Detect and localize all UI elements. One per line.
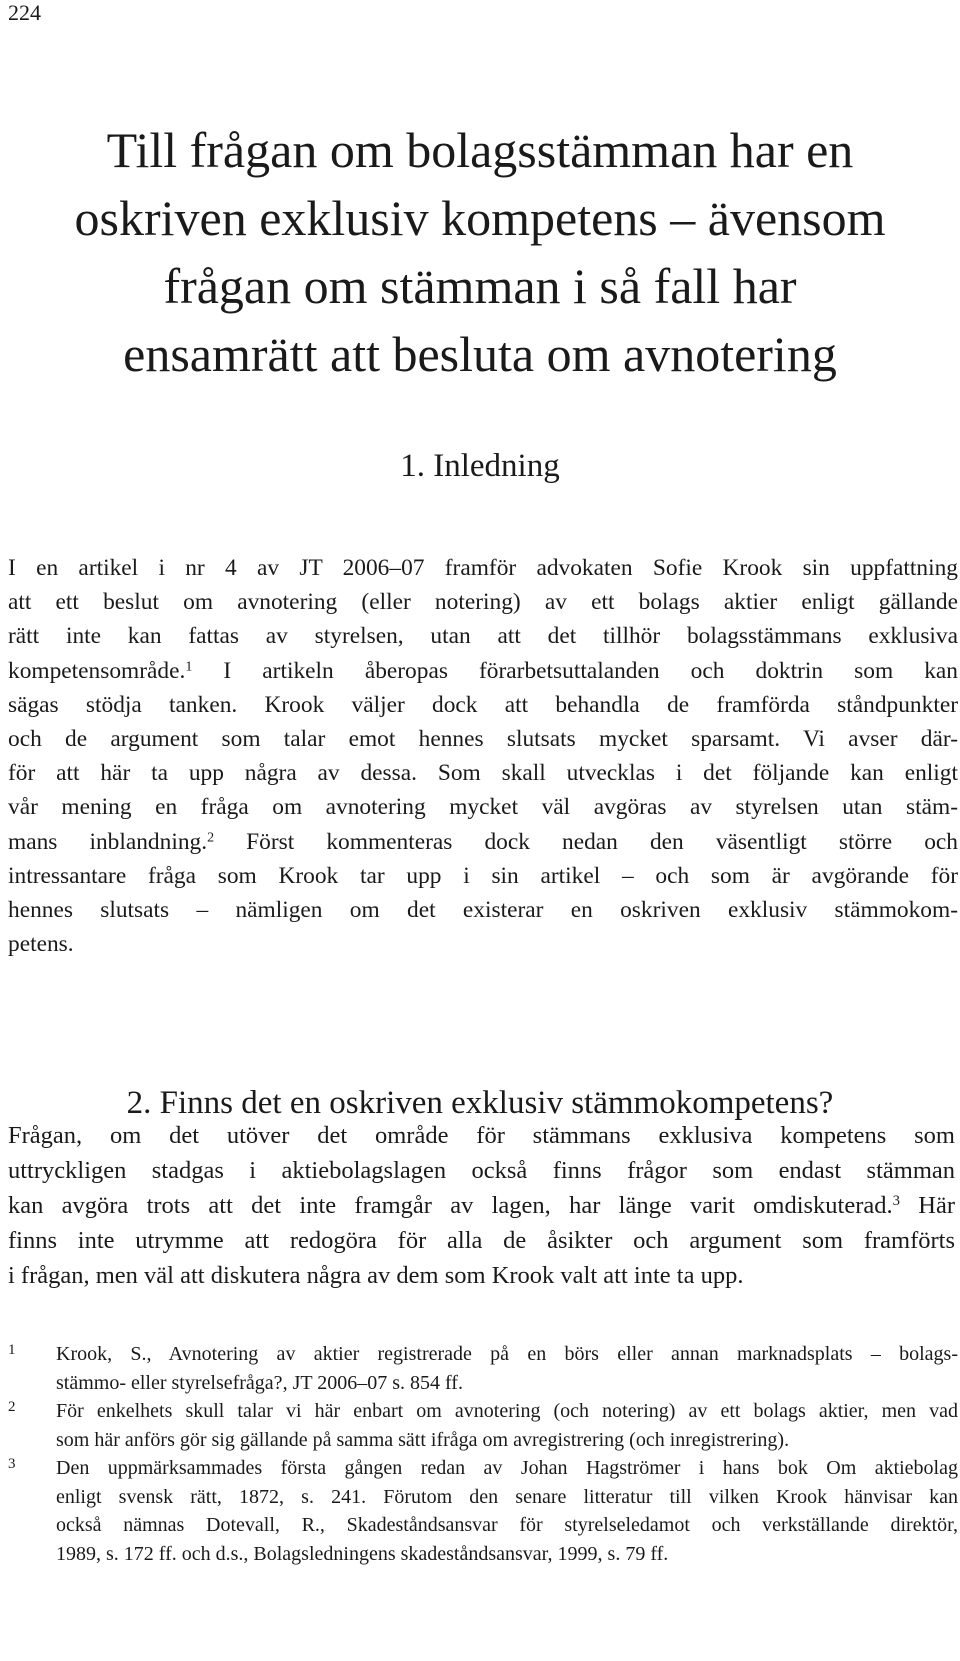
text-fragment: mans inblandning. [8,828,208,855]
title-line: Till frågan om bolagsstämman har en [106,121,854,178]
footnote-ref-1: 1 [185,657,193,674]
text-line: sägas stödja tanken. Krook väljer dock att behandla de framförda ståndpunkter [8,691,958,718]
footnote-line: som här anförs gör sig gällande på samma sätt ifråga om avregistrering (och inregistrering). [56,1428,790,1451]
footnote-number: 1 [8,1342,16,1358]
text-fragment: Här [899,1192,955,1219]
footnote-2 [8,1397,958,1454]
footnote-line: Krook, S., Avnotering av aktier registrerade på en börs eller annan marknadsplats – bolags- [56,1343,958,1365]
footnote-3 [8,1454,958,1568]
section-heading-unwritten-competence: 2. Finns det en oskriven exklusiv stämmokompetens? [126,1085,834,1121]
footnote-line: För enkelhets skull talar vi här enbart om avnotering (och notering) av ett bolags aktier, men vad [56,1400,958,1422]
text-line: vår mening en fråga om avnotering mycket väl avgöras av styrelsen utan stäm- [8,794,958,821]
title-line: frågan om stämman i så fall har [163,257,797,314]
text-line [8,654,958,688]
paragraph-unwritten-competence [8,1118,955,1293]
footnote-line: stämmo- eller styrelsefråga?, JT 2006–07 s. 854 ff. [56,1371,463,1394]
footnote-ref-2: 2 [207,828,215,845]
footnote-line: 1989, s. 172 ff. och d.s., Bolagsledningens skadeståndsansvar, 1999, s. 79 ff. [56,1542,669,1565]
footnote-line: också nämnas Dotevall, R., Skadeståndsansvar för styrelseledamot och verkställande direktör, [56,1514,958,1536]
text-line: I en artikel i nr 4 av JT 2006–07 framför advokaten Sofie Krook sin uppfattning [8,555,958,581]
text-line: hennes slutsats – nämligen om det existerar en oskriven exklusiv stämmokom- [8,897,958,924]
text-fragment: kompetensområde. [8,657,186,684]
text-line: att ett beslut om avnotering (eller notering) av ett bolags aktier enligt gällande [8,589,958,616]
title-line: ensamrätt att besluta om avnotering [123,325,837,382]
text-line [8,825,958,859]
text-line: rätt inte kan fattas av styrelsen, utan att det tillhör bolagsstämmans exklusiva [8,623,958,650]
text-line: finns inte utrymme att redogöra för alla de åsikter och argument som framförts [8,1227,955,1254]
text-line: i frågan, men väl att diskutera några av dem som Krook valt att inte ta upp. [8,1262,744,1289]
footnote-ref-3: 3 [892,1192,900,1209]
text-line: intressantare fråga som Krook tar upp i sin artikel – och som är avgörande för [8,862,958,889]
text-line [8,1188,955,1223]
footnote-1 [8,1340,958,1397]
text-line: för att här ta upp några av dessa. Som skall utvecklas i det följande kan enligt [8,760,958,787]
section-heading-introduction: 1. Inledning [400,448,560,484]
footnote-number: 2 [8,1399,16,1415]
text-line: uttryckligen stadgas i aktiebolagslagen också finns frågor som endast stämman [8,1157,955,1184]
page-number: 224 [8,0,41,25]
paragraph-introduction [8,551,958,961]
footnote-line: Den uppmärksammades första gången redan av Johan Hagströmer i hans bok Om aktiebolag [56,1457,958,1479]
text-fragment: Först kommenteras dock nedan den väsentligt större och [214,828,958,855]
footnote-line: enligt svensk rätt, 1872, s. 241. Förutom den senare litteratur till vilken Krook hänvisar kan [56,1485,958,1508]
title-line: oskriven exklusiv kompetens – ävensom [74,189,886,246]
text-line: petens. [8,931,74,958]
text-fragment: kan avgöra trots att det inte framgår av lagen, har länge varit omdiskuterad. [8,1192,893,1219]
text-line: och de argument som talar emot hennes slutsats mycket sparsamt. Vi avser där- [8,726,958,753]
article-title [0,116,960,388]
text-line: Frågan, om det utöver det område för stämmans exklusiva kompetens som [8,1122,955,1149]
footnote-number: 3 [8,1456,16,1472]
text-fragment: I artikeln åberopas förarbetsuttalanden och doktrin som kan [192,657,958,684]
